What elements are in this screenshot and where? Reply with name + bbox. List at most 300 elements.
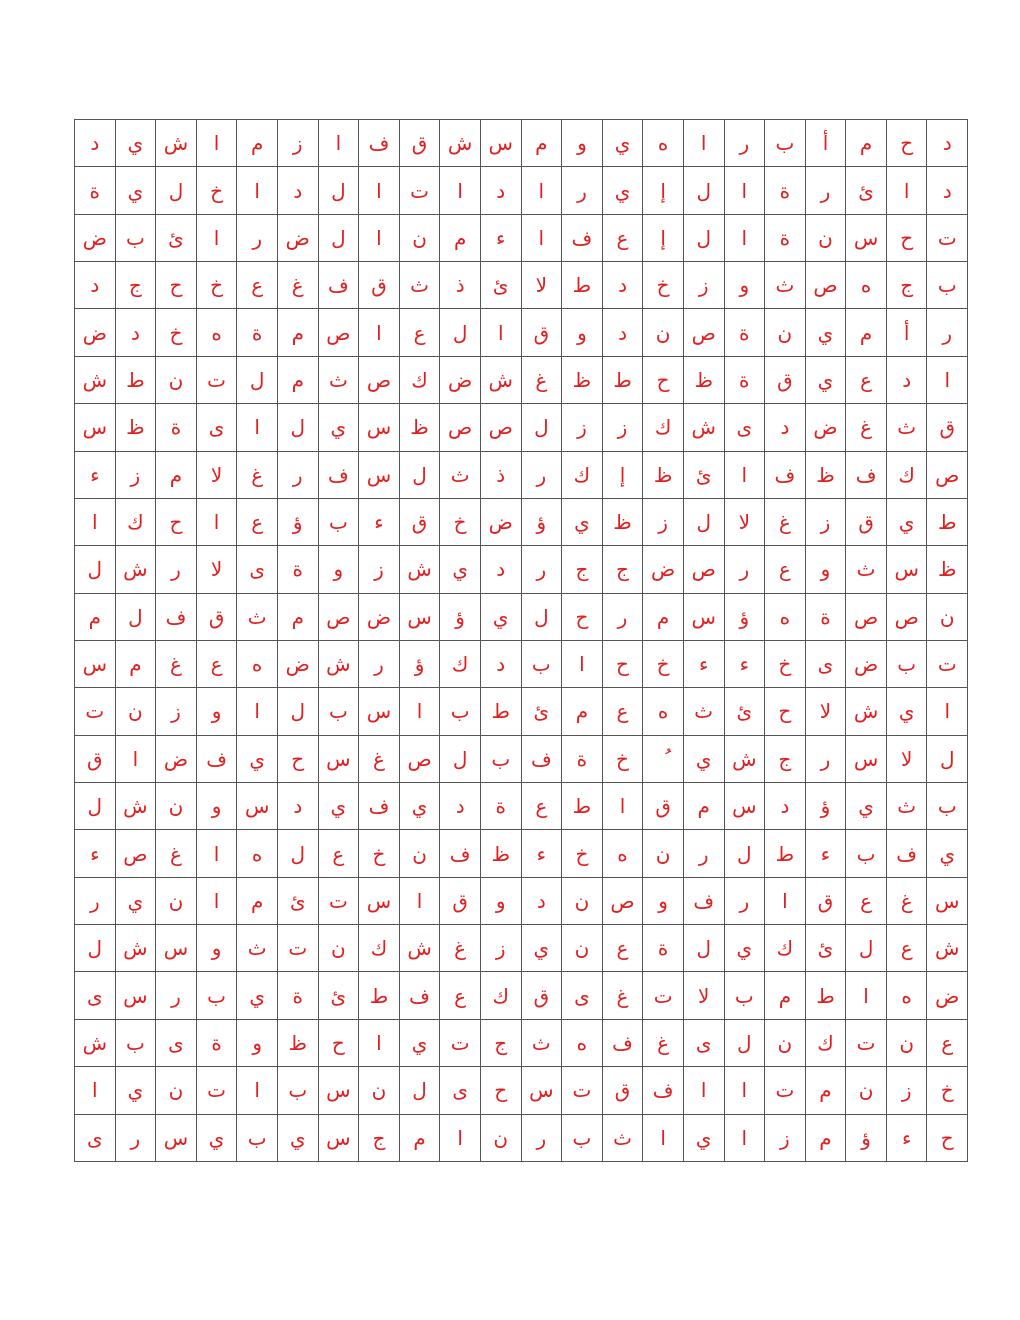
grid-cell[interactable]: ط [115, 356, 156, 403]
grid-cell[interactable]: ب [277, 1067, 318, 1114]
grid-cell[interactable]: ؤ [399, 640, 440, 687]
grid-cell[interactable]: ن [765, 309, 806, 356]
grid-cell[interactable]: ا [846, 972, 887, 1019]
grid-cell[interactable]: س [683, 593, 724, 640]
grid-cell[interactable]: د [277, 783, 318, 830]
grid-cell[interactable]: ل [724, 1019, 765, 1066]
grid-cell[interactable]: غ [359, 735, 400, 782]
grid-cell[interactable]: ع [318, 830, 359, 877]
grid-cell[interactable]: ف [196, 735, 237, 782]
grid-cell[interactable]: ط [765, 830, 806, 877]
grid-cell[interactable]: ف [602, 1019, 643, 1066]
grid-cell[interactable]: د [927, 167, 968, 214]
grid-cell[interactable]: ي [602, 120, 643, 167]
grid-cell[interactable]: ر [75, 877, 116, 924]
grid-cell[interactable]: ا [643, 1114, 684, 1161]
grid-cell[interactable]: ى [805, 640, 846, 687]
grid-cell[interactable]: ي [277, 1114, 318, 1161]
grid-cell[interactable]: ء [75, 830, 116, 877]
grid-cell[interactable]: ي [724, 925, 765, 972]
grid-cell[interactable]: ش [115, 783, 156, 830]
grid-cell[interactable]: ر [115, 1114, 156, 1161]
grid-cell[interactable]: ة [156, 404, 197, 451]
grid-cell[interactable]: م [440, 214, 481, 261]
grid-cell[interactable]: ف [643, 1067, 684, 1114]
grid-cell[interactable]: ع [440, 972, 481, 1019]
grid-cell[interactable]: س [927, 877, 968, 924]
grid-cell[interactable]: د [765, 404, 806, 451]
grid-cell[interactable]: ن [480, 1114, 521, 1161]
grid-cell[interactable]: ق [643, 783, 684, 830]
grid-cell[interactable]: ح [927, 1114, 968, 1161]
grid-cell[interactable]: م [156, 451, 197, 498]
grid-cell[interactable]: ئ [724, 688, 765, 735]
grid-cell[interactable]: ن [156, 783, 197, 830]
grid-cell[interactable]: ن [886, 1019, 927, 1066]
grid-cell[interactable]: ء [886, 1114, 927, 1161]
grid-cell[interactable]: ذ [480, 451, 521, 498]
grid-cell[interactable]: د [440, 783, 481, 830]
grid-cell[interactable]: ن [643, 309, 684, 356]
grid-cell[interactable]: ض [359, 593, 400, 640]
grid-cell[interactable]: ح [765, 688, 806, 735]
grid-cell[interactable]: غ [156, 830, 197, 877]
grid-cell[interactable]: ز [562, 404, 603, 451]
grid-cell[interactable]: ض [846, 640, 887, 687]
grid-cell[interactable]: ت [196, 356, 237, 403]
grid-cell[interactable]: ا [521, 214, 562, 261]
grid-cell[interactable]: ك [480, 972, 521, 1019]
grid-cell[interactable]: ف [846, 451, 887, 498]
grid-cell[interactable]: ض [75, 309, 116, 356]
grid-cell[interactable]: ا [237, 1067, 278, 1114]
grid-cell[interactable]: و [237, 1019, 278, 1066]
grid-cell[interactable]: خ [643, 640, 684, 687]
grid-cell[interactable]: ص [480, 404, 521, 451]
grid-cell[interactable]: و [196, 925, 237, 972]
grid-cell[interactable]: ا [927, 356, 968, 403]
grid-cell[interactable]: ا [562, 640, 603, 687]
grid-cell[interactable]: ن [765, 1019, 806, 1066]
grid-cell[interactable]: م [805, 1067, 846, 1114]
grid-cell[interactable]: ه [886, 972, 927, 1019]
grid-cell[interactable]: ع [602, 214, 643, 261]
grid-cell[interactable]: أ [886, 309, 927, 356]
grid-cell[interactable]: ث [521, 1019, 562, 1066]
grid-cell[interactable]: ي [805, 356, 846, 403]
grid-cell[interactable]: ع [846, 356, 887, 403]
grid-cell[interactable]: ئ [521, 688, 562, 735]
grid-cell[interactable]: ح [480, 1067, 521, 1114]
grid-cell[interactable]: ش [440, 120, 481, 167]
grid-cell[interactable]: ل [846, 925, 887, 972]
grid-cell[interactable]: ع [237, 498, 278, 545]
grid-cell[interactable]: د [521, 877, 562, 924]
grid-cell[interactable]: ص [683, 546, 724, 593]
grid-cell[interactable]: ك [399, 356, 440, 403]
grid-cell[interactable]: ل [521, 404, 562, 451]
grid-cell[interactable]: ض [277, 214, 318, 261]
grid-cell[interactable]: د [277, 167, 318, 214]
grid-cell[interactable]: ق [399, 120, 440, 167]
grid-cell[interactable]: ث [683, 688, 724, 735]
grid-cell[interactable]: ة [75, 167, 116, 214]
grid-cell[interactable]: م [237, 877, 278, 924]
grid-cell[interactable]: ل [277, 830, 318, 877]
grid-cell[interactable]: ز [359, 546, 400, 593]
grid-cell[interactable]: ط [927, 498, 968, 545]
grid-cell[interactable]: ر [237, 214, 278, 261]
grid-cell[interactable]: ي [886, 688, 927, 735]
grid-cell[interactable]: ز [602, 404, 643, 451]
grid-cell[interactable]: ه [846, 262, 887, 309]
grid-cell[interactable]: غ [521, 356, 562, 403]
grid-cell[interactable]: ر [683, 830, 724, 877]
grid-cell[interactable]: غ [846, 404, 887, 451]
grid-cell[interactable]: م [846, 120, 887, 167]
grid-cell[interactable]: ا [399, 688, 440, 735]
grid-cell[interactable]: ن [156, 1067, 197, 1114]
grid-cell[interactable]: ه [562, 1019, 603, 1066]
grid-cell[interactable]: ن [156, 877, 197, 924]
grid-cell[interactable]: ر [805, 167, 846, 214]
grid-cell[interactable]: ث [440, 451, 481, 498]
grid-cell[interactable]: ف [156, 593, 197, 640]
grid-cell[interactable]: أ [805, 120, 846, 167]
grid-cell[interactable]: ل [683, 925, 724, 972]
grid-cell[interactable]: و [643, 877, 684, 924]
grid-cell[interactable]: ق [765, 356, 806, 403]
grid-cell[interactable]: ر [724, 546, 765, 593]
grid-cell[interactable]: ف [521, 735, 562, 782]
grid-cell[interactable]: ن [562, 877, 603, 924]
grid-cell[interactable]: ل [318, 167, 359, 214]
grid-cell[interactable]: ش [683, 404, 724, 451]
grid-cell[interactable]: ل [399, 451, 440, 498]
grid-cell[interactable]: ك [643, 404, 684, 451]
grid-cell[interactable]: ث [846, 546, 887, 593]
grid-cell[interactable]: ه [237, 640, 278, 687]
grid-cell[interactable]: غ [602, 972, 643, 1019]
grid-cell[interactable]: ا [75, 1067, 116, 1114]
grid-cell[interactable]: ف [359, 120, 400, 167]
grid-cell[interactable]: د [480, 546, 521, 593]
grid-cell[interactable]: ة [765, 214, 806, 261]
grid-cell[interactable]: ش [927, 925, 968, 972]
grid-cell[interactable]: ب [237, 1114, 278, 1161]
grid-cell[interactable]: ي [521, 925, 562, 972]
grid-cell[interactable]: ى [156, 1019, 197, 1066]
grid-cell[interactable]: ر [521, 1114, 562, 1161]
grid-cell[interactable]: ج [765, 735, 806, 782]
grid-cell[interactable]: ح [156, 262, 197, 309]
grid-cell[interactable]: ل [683, 214, 724, 261]
grid-cell[interactable]: س [399, 593, 440, 640]
grid-cell[interactable]: ل [927, 735, 968, 782]
grid-cell[interactable]: ء [805, 830, 846, 877]
grid-cell[interactable]: ت [643, 972, 684, 1019]
grid-cell[interactable]: ت [765, 1067, 806, 1114]
grid-cell[interactable]: ى [724, 404, 765, 451]
grid-cell[interactable]: لا [683, 972, 724, 1019]
grid-cell[interactable]: ت [927, 214, 968, 261]
grid-cell[interactable]: ا [196, 214, 237, 261]
grid-cell[interactable]: ا [440, 1114, 481, 1161]
grid-cell[interactable]: غ [277, 262, 318, 309]
grid-cell[interactable]: م [805, 1114, 846, 1161]
grid-cell[interactable]: ي [318, 404, 359, 451]
grid-cell[interactable]: لا [724, 498, 765, 545]
grid-cell[interactable]: غ [886, 877, 927, 924]
grid-cell[interactable]: ت [927, 640, 968, 687]
grid-cell[interactable]: ض [75, 214, 116, 261]
grid-cell[interactable]: ق [927, 404, 968, 451]
grid-cell[interactable]: م [846, 309, 887, 356]
grid-cell[interactable]: ق [440, 877, 481, 924]
grid-cell[interactable]: ن [156, 356, 197, 403]
grid-cell[interactable]: ر [724, 120, 765, 167]
grid-cell[interactable]: ص [846, 593, 887, 640]
grid-cell[interactable]: ا [359, 309, 400, 356]
grid-cell[interactable]: ر [927, 309, 968, 356]
grid-cell[interactable]: ل [237, 356, 278, 403]
grid-cell[interactable]: ح [277, 735, 318, 782]
grid-cell[interactable]: ه [765, 593, 806, 640]
grid-cell[interactable]: ء [75, 451, 116, 498]
grid-cell[interactable]: ح [886, 120, 927, 167]
grid-cell[interactable]: س [318, 1067, 359, 1114]
grid-cell[interactable]: ه [196, 309, 237, 356]
grid-cell[interactable]: ز [683, 262, 724, 309]
grid-cell[interactable]: ر [602, 593, 643, 640]
grid-cell[interactable]: س [115, 972, 156, 1019]
grid-cell[interactable]: ج [359, 1114, 400, 1161]
grid-cell[interactable]: م [765, 972, 806, 1019]
grid-cell[interactable]: ل [683, 167, 724, 214]
grid-cell[interactable] [643, 735, 684, 782]
grid-cell[interactable]: ن [318, 925, 359, 972]
grid-cell[interactable]: ت [440, 1019, 481, 1066]
grid-cell[interactable]: ي [237, 972, 278, 1019]
grid-cell[interactable]: ه [237, 830, 278, 877]
grid-cell[interactable]: إ [643, 214, 684, 261]
grid-cell[interactable]: ؤ [724, 593, 765, 640]
grid-cell[interactable]: ث [237, 593, 278, 640]
grid-cell[interactable]: ل [277, 688, 318, 735]
grid-cell[interactable]: ث [318, 356, 359, 403]
grid-cell[interactable]: ف [318, 262, 359, 309]
grid-cell[interactable]: ع [399, 309, 440, 356]
grid-cell[interactable]: د [480, 167, 521, 214]
grid-cell[interactable]: ق [196, 593, 237, 640]
grid-cell[interactable]: ب [724, 972, 765, 1019]
grid-cell[interactable]: ب [115, 1019, 156, 1066]
grid-cell[interactable]: ط [480, 688, 521, 735]
grid-cell[interactable]: س [846, 735, 887, 782]
grid-cell[interactable]: ف [399, 972, 440, 1019]
grid-cell[interactable]: ف [562, 214, 603, 261]
grid-cell[interactable]: ص [399, 735, 440, 782]
grid-cell[interactable]: خ [156, 309, 197, 356]
grid-cell[interactable]: ا [724, 1114, 765, 1161]
grid-cell[interactable]: ؤ [440, 593, 481, 640]
grid-cell[interactable]: ه [643, 688, 684, 735]
grid-cell[interactable]: ل [156, 167, 197, 214]
grid-cell[interactable]: خ [927, 1067, 968, 1114]
grid-cell[interactable]: ع [886, 925, 927, 972]
grid-cell[interactable]: ي [399, 1019, 440, 1066]
grid-cell[interactable]: ب [318, 688, 359, 735]
grid-cell[interactable]: ط [562, 783, 603, 830]
grid-cell[interactable]: ك [562, 451, 603, 498]
grid-cell[interactable]: ئ [805, 925, 846, 972]
grid-cell[interactable]: ض [927, 972, 968, 1019]
grid-cell[interactable]: ا [480, 309, 521, 356]
grid-cell[interactable]: ة [480, 783, 521, 830]
grid-cell[interactable]: ئ [683, 451, 724, 498]
grid-cell[interactable]: ز [115, 451, 156, 498]
grid-cell[interactable]: ي [562, 498, 603, 545]
grid-cell[interactable]: ى [75, 972, 116, 1019]
grid-cell[interactable]: ض [805, 404, 846, 451]
grid-cell[interactable]: ن [115, 688, 156, 735]
grid-cell[interactable]: س [237, 783, 278, 830]
grid-cell[interactable]: ح [643, 356, 684, 403]
grid-cell[interactable]: م [521, 120, 562, 167]
grid-cell[interactable]: ا [318, 120, 359, 167]
grid-cell[interactable]: س [480, 120, 521, 167]
grid-cell[interactable]: ص [602, 877, 643, 924]
grid-cell[interactable]: إ [643, 167, 684, 214]
grid-cell[interactable]: ز [480, 925, 521, 972]
grid-cell[interactable]: ل [75, 546, 116, 593]
grid-cell[interactable]: ا [399, 877, 440, 924]
grid-cell[interactable]: ر [156, 972, 197, 1019]
grid-cell[interactable]: ق [75, 735, 116, 782]
grid-cell[interactable]: ل [440, 735, 481, 782]
grid-cell[interactable]: م [75, 593, 116, 640]
grid-cell[interactable]: س [521, 1067, 562, 1114]
grid-cell[interactable]: ة [765, 167, 806, 214]
grid-cell[interactable]: ن [927, 593, 968, 640]
grid-cell[interactable]: د [75, 120, 116, 167]
grid-cell[interactable]: ن [805, 214, 846, 261]
grid-cell[interactable]: ا [359, 1019, 400, 1066]
grid-cell[interactable]: ش [75, 356, 116, 403]
grid-cell[interactable]: خ [440, 498, 481, 545]
grid-cell[interactable]: ظ [399, 404, 440, 451]
grid-cell[interactable]: ب [196, 972, 237, 1019]
grid-cell[interactable]: ت [846, 1019, 887, 1066]
grid-cell[interactable]: ة [562, 735, 603, 782]
grid-cell[interactable]: ش [846, 688, 887, 735]
grid-cell[interactable]: ك [765, 925, 806, 972]
grid-cell[interactable]: ى [237, 546, 278, 593]
grid-cell[interactable]: ب [521, 640, 562, 687]
grid-cell[interactable]: ة [724, 356, 765, 403]
grid-cell[interactable]: ه [643, 120, 684, 167]
grid-cell[interactable]: ص [927, 451, 968, 498]
grid-cell[interactable]: ب [318, 498, 359, 545]
grid-cell[interactable]: ع [237, 262, 278, 309]
grid-cell[interactable]: ل [318, 214, 359, 261]
grid-cell[interactable]: ت [562, 1067, 603, 1114]
grid-cell[interactable]: ز [156, 688, 197, 735]
grid-cell[interactable]: ر [562, 167, 603, 214]
grid-cell[interactable]: ر [359, 640, 400, 687]
grid-cell[interactable]: ؤ [805, 783, 846, 830]
grid-cell[interactable]: ل [115, 593, 156, 640]
grid-cell[interactable]: و [318, 546, 359, 593]
grid-cell[interactable]: د [886, 356, 927, 403]
grid-cell[interactable]: م [115, 640, 156, 687]
grid-cell[interactable]: ف [765, 451, 806, 498]
grid-cell[interactable]: ط [562, 262, 603, 309]
grid-cell[interactable]: ظ [602, 498, 643, 545]
grid-cell[interactable]: ف [359, 783, 400, 830]
grid-cell[interactable]: س [156, 1114, 197, 1161]
grid-cell[interactable]: ش [399, 925, 440, 972]
grid-cell[interactable]: ه [602, 830, 643, 877]
grid-cell[interactable]: ا [196, 498, 237, 545]
grid-cell[interactable]: ق [359, 262, 400, 309]
grid-cell[interactable]: ر [724, 877, 765, 924]
grid-cell[interactable]: غ [440, 925, 481, 972]
grid-cell[interactable]: ث [765, 262, 806, 309]
grid-cell[interactable]: ر [521, 546, 562, 593]
grid-cell[interactable]: ج [480, 1019, 521, 1066]
grid-cell[interactable]: س [846, 214, 887, 261]
grid-cell[interactable]: غ [156, 640, 197, 687]
grid-cell[interactable]: ك [115, 498, 156, 545]
grid-cell[interactable]: ى [196, 404, 237, 451]
grid-cell[interactable]: ر [277, 451, 318, 498]
grid-cell[interactable]: ب [562, 1114, 603, 1161]
grid-cell[interactable]: لا [521, 262, 562, 309]
grid-cell[interactable]: ي [237, 735, 278, 782]
grid-cell[interactable]: غ [643, 1019, 684, 1066]
grid-cell[interactable]: ث [602, 1114, 643, 1161]
grid-cell[interactable]: ر [156, 546, 197, 593]
grid-cell[interactable]: ث [886, 404, 927, 451]
grid-cell[interactable]: و [724, 262, 765, 309]
grid-cell[interactable]: ك [805, 1019, 846, 1066]
grid-cell[interactable]: و [480, 877, 521, 924]
grid-cell[interactable]: ى [683, 1019, 724, 1066]
grid-cell[interactable]: ض [480, 498, 521, 545]
grid-cell[interactable]: د [927, 120, 968, 167]
grid-cell[interactable]: ش [724, 735, 765, 782]
grid-cell[interactable]: ا [359, 167, 400, 214]
grid-cell[interactable]: خ [562, 830, 603, 877]
grid-cell[interactable]: ب [886, 640, 927, 687]
grid-cell[interactable]: د [480, 640, 521, 687]
grid-cell[interactable]: خ [643, 262, 684, 309]
grid-cell[interactable]: ي [196, 1114, 237, 1161]
grid-cell[interactable]: ش [115, 546, 156, 593]
grid-cell[interactable]: ظ [927, 546, 968, 593]
grid-cell[interactable]: ح [886, 214, 927, 261]
grid-cell[interactable]: ة [277, 972, 318, 1019]
grid-cell[interactable]: ك [359, 925, 400, 972]
grid-cell[interactable]: ن [399, 214, 440, 261]
grid-cell[interactable]: ؤ [277, 498, 318, 545]
grid-cell[interactable]: س [318, 1114, 359, 1161]
grid-cell[interactable]: لا [196, 451, 237, 498]
grid-cell[interactable]: ج [602, 546, 643, 593]
grid-cell[interactable]: ي [805, 309, 846, 356]
grid-cell[interactable]: لا [886, 735, 927, 782]
